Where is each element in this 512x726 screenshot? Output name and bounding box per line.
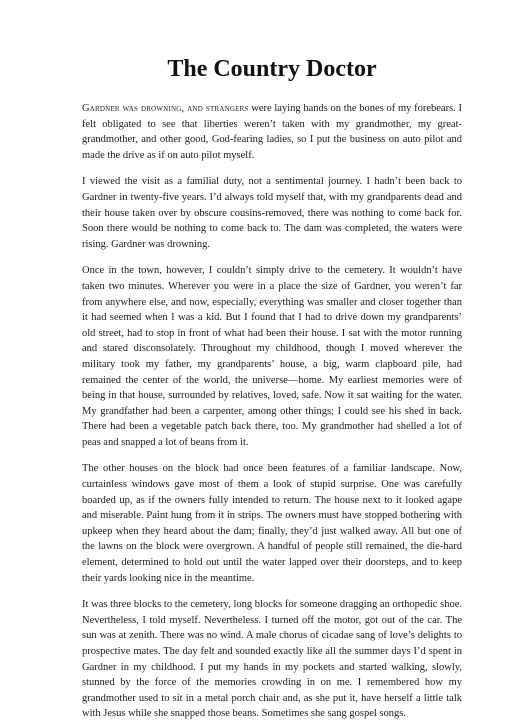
small-caps-lead: Gardner was drowning, and strangers <box>82 103 249 114</box>
paragraph-2: I viewed the visit as a familial duty, not a sentimental journey. I hadn’t been back to Gardner in twenty-five years. I’d always told myself that, with my grandparents dead and their house taken over by obscure cousins-removed, there was nothing to come back for. Soon there would be nothing to come back to. The dam was completed, the waters were rising. Gardner was drowning. <box>82 176 462 250</box>
page-title: The Country Doctor <box>167 56 377 82</box>
paragraph-4: The other houses on the block had once been features of a familiar landscape. Now, curtainless windows gave most of them a look of stupid surprise. One was carefully boarded up, as if the owners fully intended to return. The house next to it looked agape and miserable. Paint hung from it in strips. The owners must have stopped bothering with upkeep when they heard about the dam; finally, they’d just walked away. All but one of the lawns on the block were overgrown. A handful of people still remained, the die-hard element, determined to hold out until the water lapped over their doorsteps, and to keep their yards looking nice in the meantime. <box>82 463 462 584</box>
paragraph-text: were laying hands on the bones of my forebears. I felt obligated to see that liberties weren’t taken with my grandmother, my great-grandmother, and other good, God-fearing ladies, so I put the business on auto pilot and made the drive as if on auto pilot myself. <box>82 103 463 161</box>
paragraph-3: Once in the town, however, I couldn’t simply drive to the cemetery. It wouldn’t have taken two minutes. Wherever you were in a place the size of Gardner, you weren’t far from anywhere else, and now, especially, everything was smaller and closer together than it had seemed when I was a kid. But I found that I had to drive down my grandparents’ old street, had to stop in front of what had been their house. I sat with the motor running and stared disconsolately. Throughout my childhood, though I moved wherever the military took my father, my grandparents’ house, a big, warm clapboard pile, had remained the center of the world, the universe—home. My earliest memories were of being in that house, surrounded by relatives, loved, safe. Now it sat waiting for the water. My grandfather had been a carpenter, among other things; I could see his shed in back. There had been a vegetable patch back there, too. My grandmother had shelled a lot of peas and snapped a lot of beans from it. <box>82 265 462 448</box>
paragraph-1 <box>82 101 462 163</box>
paragraph-5: It was three blocks to the cemetery, long blocks for someone dragging an orthopedic shoe. Nevertheless, I told myself. Nevertheless. I turned off the motor, got out of the car. The sun was at zenith. There was no wind. A male chorus of cicadae sang of love’s delights to prospective mates. The day felt and sounded exactly like all the summer days I’d spent in Gardner in my childhood. I put my hands in my pockets and started walking, slowly, stunned by the force of the memories crowding in on me. I remembered how my grandmother used to sit in a metal porch chair and, as she put it, have herself a little talk with Jesus while she snapped those beans. Sometimes she sang gospel songs. <box>82 599 462 720</box>
